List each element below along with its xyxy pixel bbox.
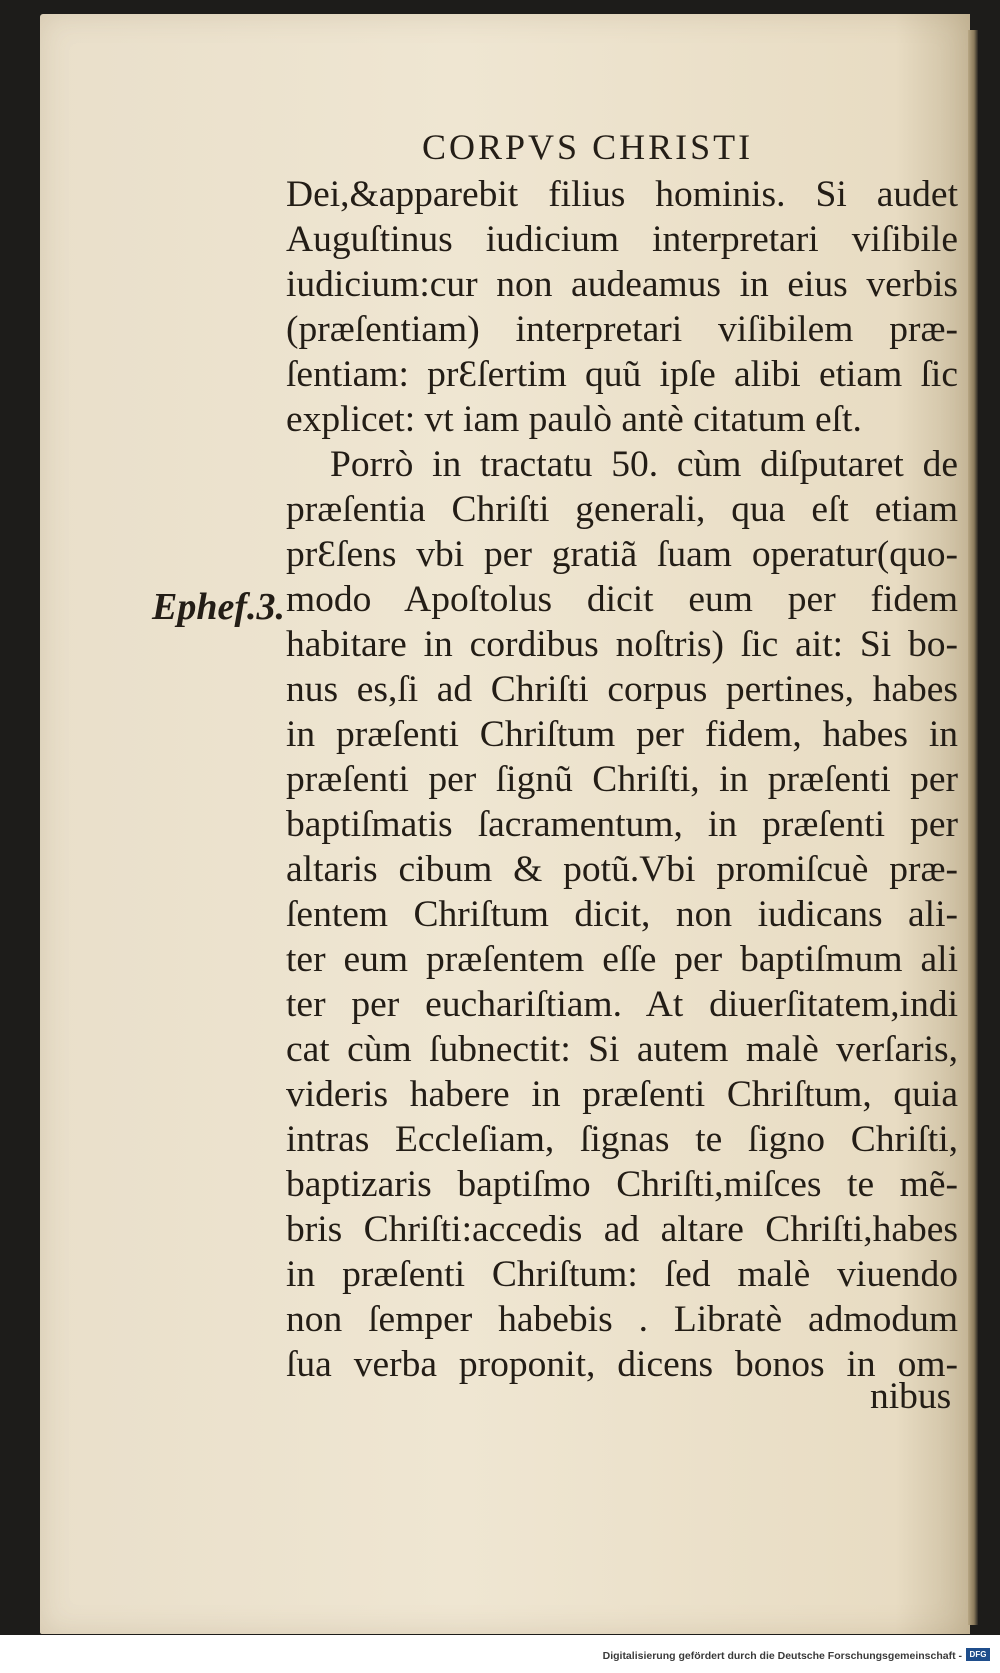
text-line: intras Eccleſiam, ſignas te ſigno Chriſti, xyxy=(286,1119,958,1160)
text-line: altaris cibum & potũ.Vbi promiſcuè præ- xyxy=(286,849,958,890)
funding-credit: Digitalisierung gefördert durch die Deutsche Forschungsgemeinschaft - xyxy=(602,1650,962,1662)
text-line: in præſenti Chriſtum per fidem, habes in xyxy=(286,714,958,755)
text-line: ter eum præſentem eſſe per baptiſmum ali xyxy=(286,939,958,980)
text-line: explicet: vt iam paulò antè citatum eſt. xyxy=(286,399,862,440)
text-line: Auguſtinus iudicium interpretari viſibile xyxy=(286,219,958,260)
page-edge xyxy=(968,30,978,1625)
catchword: nibus xyxy=(870,1376,952,1417)
marginal-note: Ephef.3. xyxy=(152,586,285,628)
body-text xyxy=(286,172,958,1387)
text-line: ſentiam: prƐſertim quũ ipſe alibi etiam ſic xyxy=(286,354,958,395)
text-line: Porrò in tractatu 50. cùm diſputaret de xyxy=(330,444,958,485)
text-line: bris Chriſti:accedis ad altare Chriſti,habes xyxy=(286,1209,958,1250)
text-line: baptizaris baptiſmo Chriſti,miſces te mẽ- xyxy=(286,1164,958,1205)
text-line: in præſenti Chriſtum: ſed malè viuendo xyxy=(286,1254,958,1295)
text-line: nus es,ſi ad Chriſti corpus pertines, habes xyxy=(286,669,958,710)
text-line: cat cùm ſubnectit: Si autem malè verſaris, xyxy=(286,1029,958,1070)
running-head: CORPVS CHRISTI xyxy=(422,127,754,167)
text-line: iudicium:cur non audeamus in eius verbis xyxy=(286,264,958,305)
dfg-logo: DFG xyxy=(966,1648,990,1661)
text-line: ſentem Chriſtum dicit, non iudicans ali- xyxy=(286,894,958,935)
text-line: (præſentiam) interpretari viſibilem præ- xyxy=(286,309,958,350)
text-line: prƐſens vbi per gratiã ſuam operatur(quo- xyxy=(286,534,958,575)
text-line: Dei,&apparebit filius hominis. Si audet xyxy=(286,174,958,215)
text-line: videris habere in præſenti Chriſtum, quia xyxy=(286,1074,958,1115)
text-line: baptiſmatis ſacramentum, in præſenti per xyxy=(286,804,958,845)
text-line: præſentia Chriſti generali, qua eſt etiam xyxy=(286,489,958,530)
text-line: ſua verba proponit, dicens bonos in om- xyxy=(286,1344,958,1385)
text-line: modo Apoſtolus dicit eum per fidem xyxy=(286,579,958,620)
text-line: præſenti per ſignũ Chriſti, in præſenti per xyxy=(286,759,958,800)
text-line: non ſemper habebis . Libratè admodum xyxy=(286,1299,958,1340)
text-line: ter per euchariſtiam. At diuerſitatem,indi xyxy=(286,984,958,1025)
text-line: habitare in cordibus noſtris) ſic ait: Si bo- xyxy=(286,624,958,665)
